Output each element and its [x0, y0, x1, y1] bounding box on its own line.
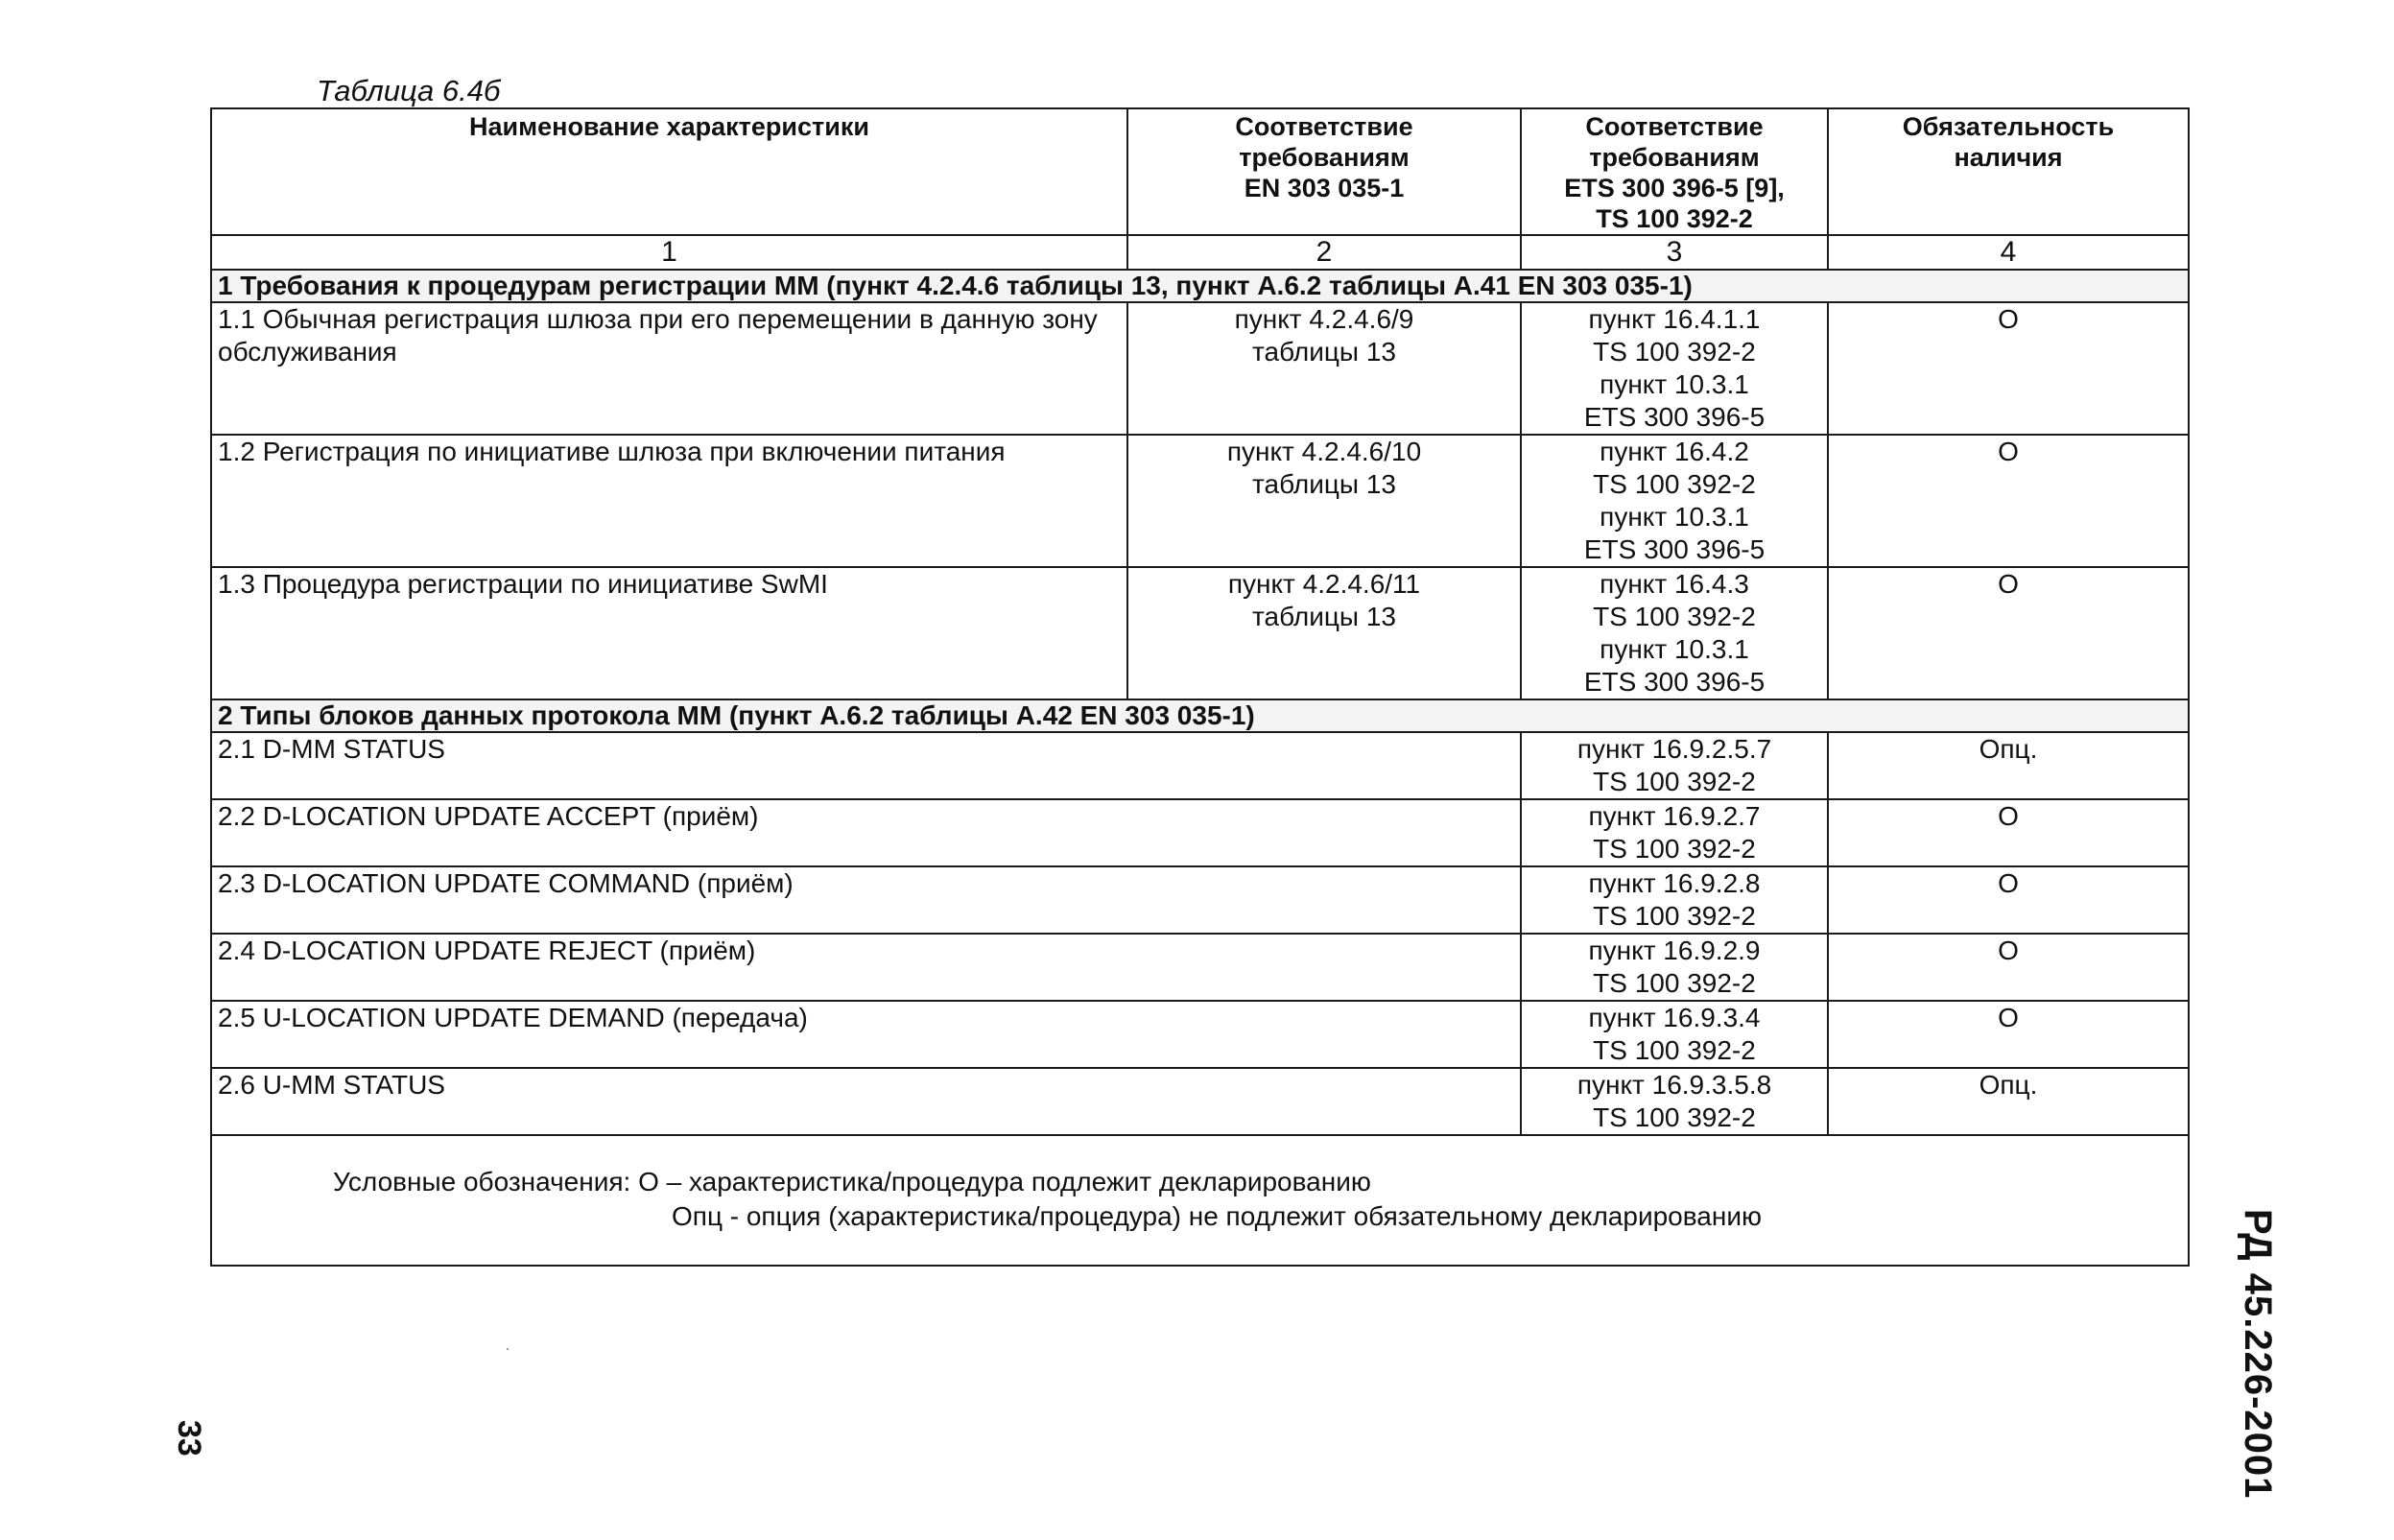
table-row: [211, 866, 2189, 934]
row-name: 2.2 D-LOCATION UPDATE ACCEPT (приём): [211, 799, 1521, 866]
ref-line: ETS 300 396-5: [1583, 534, 1766, 564]
row-name: 1.1 Обычная регистрация шлюза при его перемещении в данную зону обслуживания: [211, 302, 1127, 435]
column-number: 3: [1521, 235, 1828, 270]
row-en-ref: [1127, 435, 1521, 567]
row-ets-ref: [1521, 567, 1828, 699]
header-line: EN 303 035-1: [1244, 174, 1405, 202]
legend: [211, 1135, 2189, 1266]
requirements-table: [210, 107, 2190, 1267]
header-line: требованиям: [1239, 143, 1410, 172]
ref-line: TS 100 392-2: [1593, 767, 1756, 796]
row-ets-ref: [1521, 1068, 1828, 1135]
row-ets-ref: [1521, 435, 1828, 567]
ref-line: таблицы 13: [1252, 469, 1396, 499]
table-row: [211, 435, 2189, 567]
page-number: 33: [171, 1420, 207, 1457]
ref-line: пункт 16.9.2.9: [1588, 936, 1761, 965]
row-mandatory: О: [1828, 302, 2189, 435]
row-name: 2.3 D-LOCATION UPDATE COMMAND (приём): [211, 866, 1521, 934]
ref-line: таблицы 13: [1252, 602, 1396, 631]
row-ets-ref: [1521, 302, 1828, 435]
ref-line: пункт 16.9.2.7: [1588, 801, 1761, 831]
legend-line: Опц - опция (характеристика/процедура) не подлежит обязательному декларированию: [672, 1201, 1762, 1231]
ref-line: пункт 10.3.1: [1600, 502, 1749, 532]
header-line: Соответствие: [1235, 112, 1413, 141]
ref-line: TS 100 392-2: [1593, 968, 1756, 998]
header-line: Обязательность: [1902, 112, 2115, 141]
row-ets-ref: [1521, 866, 1828, 934]
table-row: [211, 302, 2189, 435]
ref-line: пункт 16.9.3.4: [1588, 1003, 1761, 1032]
table-row: [211, 567, 2189, 699]
row-mandatory: Опц.: [1828, 732, 2189, 799]
row-ets-ref: [1521, 1001, 1828, 1068]
row-mandatory: О: [1828, 866, 2189, 934]
header-line: TS 100 392-2: [1596, 204, 1753, 233]
document-code: РД 45.226-2001: [2237, 1209, 2279, 1500]
ref-line: пункт 10.3.1: [1600, 369, 1749, 399]
row-mandatory: О: [1828, 934, 2189, 1001]
table-row: [211, 934, 2189, 1001]
header-mandatory: [1828, 108, 2189, 235]
header-line: наличия: [1954, 143, 2063, 172]
row-mandatory: О: [1828, 1001, 2189, 1068]
ref-line: TS 100 392-2: [1593, 1035, 1756, 1065]
column-number: 4: [1828, 235, 2189, 270]
legend-row: [211, 1135, 2189, 1266]
ref-line: TS 100 392-2: [1593, 834, 1756, 864]
ref-line: пункт 16.4.3: [1600, 569, 1749, 599]
header-line: требованиям: [1589, 143, 1760, 172]
ref-line: пункт 4.2.4.6/9: [1234, 304, 1414, 334]
ref-line: пункт 4.2.4.6/10: [1226, 437, 1422, 466]
column-number-row: [211, 235, 2189, 270]
ref-line: таблицы 13: [1252, 337, 1396, 367]
row-name: 2.5 U-LOCATION UPDATE DEMAND (передача): [211, 1001, 1521, 1068]
ref-line: ETS 300 396-5: [1583, 667, 1766, 697]
row-name: 1.2 Регистрация по инициативе шлюза при включении питания: [211, 435, 1127, 567]
column-number: 1: [211, 235, 1127, 270]
ref-line: TS 100 392-2: [1593, 337, 1756, 367]
row-ets-ref: [1521, 799, 1828, 866]
ref-line: ETS 300 396-5: [1583, 402, 1766, 432]
row-mandatory: О: [1828, 799, 2189, 866]
header-ets-compliance: [1521, 108, 1828, 235]
header-name: Наименование характеристики: [211, 108, 1127, 235]
ref-line: пункт 16.9.3.5.8: [1576, 1070, 1772, 1100]
row-ets-ref: [1521, 934, 1828, 1001]
row-en-ref: [1127, 302, 1521, 435]
section-title: 2 Типы блоков данных протокола ММ (пункт А.6.2 таблицы А.42 EN 303 035-1): [211, 699, 2189, 732]
table-row: [211, 799, 2189, 866]
ref-line: пункт 16.9.2.8: [1588, 868, 1761, 898]
scan-speck: [507, 1348, 509, 1350]
table-row: [211, 1068, 2189, 1135]
row-ets-ref: [1521, 732, 1828, 799]
ref-line: пункт 16.4.1.1: [1588, 304, 1761, 334]
row-en-ref: [1127, 567, 1521, 699]
ref-line: пункт 10.3.1: [1600, 634, 1749, 664]
legend-line: Условные обозначения: О – характеристика/процедура подлежит декларированию: [333, 1167, 1371, 1196]
section-1-header: [211, 270, 2189, 302]
row-mandatory: Опц.: [1828, 1068, 2189, 1135]
table-caption: Таблица 6.4б: [317, 74, 501, 107]
row-mandatory: О: [1828, 435, 2189, 567]
header-line: Соответствие: [1585, 112, 1764, 141]
ref-line: пункт 16.9.2.5.7: [1576, 734, 1772, 764]
ref-line: TS 100 392-2: [1593, 1102, 1756, 1132]
table-header-row: [211, 108, 2189, 235]
table-row: [211, 732, 2189, 799]
row-name: 2.6 U-MM STATUS: [211, 1068, 1521, 1135]
ref-line: TS 100 392-2: [1593, 602, 1756, 631]
table-row: [211, 1001, 2189, 1068]
section-title: 1 Требования к процедурам регистрации ММ (пункт 4.2.4.6 таблицы 13, пункт А.6.2 таблицы А.41 EN 303 035-1): [211, 270, 2189, 302]
column-number: 2: [1127, 235, 1521, 270]
row-name: 2.1 D-MM STATUS: [211, 732, 1521, 799]
header-line: ETS 300 396-5 [9],: [1564, 174, 1785, 202]
ref-line: пункт 4.2.4.6/11: [1227, 569, 1421, 599]
row-name: 1.3 Процедура регистрации по инициативе SwMI: [211, 567, 1127, 699]
ref-line: TS 100 392-2: [1593, 901, 1756, 931]
header-en-compliance: [1127, 108, 1521, 235]
section-2-header: [211, 699, 2189, 732]
row-mandatory: О: [1828, 567, 2189, 699]
ref-line: пункт 16.4.2: [1600, 437, 1749, 466]
row-name: 2.4 D-LOCATION UPDATE REJECT (приём): [211, 934, 1521, 1001]
ref-line: TS 100 392-2: [1593, 469, 1756, 499]
